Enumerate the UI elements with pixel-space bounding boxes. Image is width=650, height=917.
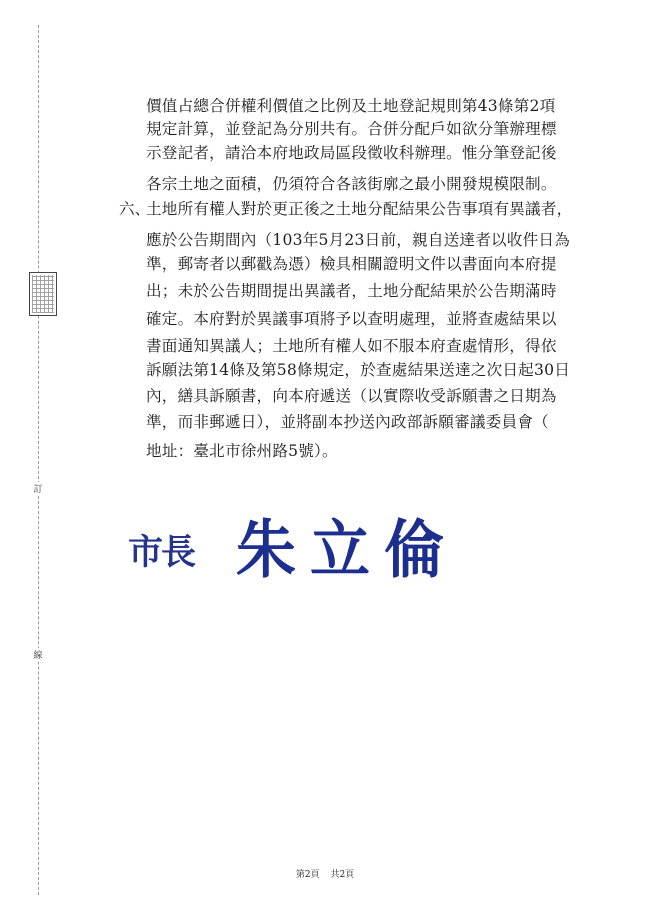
paragraph-line: 價值占總合併權利價值之比例及土地登記規則第43條第2項: [146, 97, 556, 115]
official-seal-stamp: [29, 272, 57, 316]
item-six-line: 土地所有權人對於更正後之土地分配結果公告事項有異議者，: [146, 200, 573, 218]
page-total: 共2頁: [330, 870, 355, 880]
paragraph-line: 規定計算，並登記為分別共有。合併分配戶如欲分筆辦理標: [146, 120, 557, 138]
item-six-line: 準，而非郵遞日），並將副本抄送內政部訴願審議委員會（: [146, 413, 549, 431]
item-six-line: 訴願法第14條及第58條規定，於查處結果送達之次日起30日: [146, 361, 570, 379]
item-six-line: 應於公告期間內（103年5月23日前，親自送達者以收件日為: [146, 231, 570, 249]
binding-mark-ding: 訂: [30, 482, 46, 495]
signature-title: 市長: [128, 532, 195, 573]
seal-pattern: [32, 275, 54, 313]
signature-name: 朱立倫: [236, 513, 458, 588]
item-six-line: 書面通知異議人；土地所有權人如不服本府查處情形，得依: [146, 337, 557, 355]
item-six-line: 地址：臺北市徐州路5號）。: [146, 442, 338, 460]
binding-line: [38, 25, 39, 895]
paragraph-line: 示登記者，請洽本府地政局區段徵收科辦理。惟分筆登記後: [146, 144, 557, 162]
item-six-line: 出；未於公告期間提出異議者，土地分配結果於公告期滿時: [146, 282, 557, 300]
item-six-line: 內，繕具訴願書，向本府遞送（以實際收受訴願書之日期為: [146, 387, 557, 405]
item-six-line: 確定。本府對於異議事項將予以查明處理，並將查處結果以: [146, 310, 557, 328]
item-six-line: 準，郵寄者以郵戳為憑）檢具相關證明文件以書面向本府提: [146, 255, 557, 273]
mayor-signature: [128, 500, 468, 590]
paragraph-line: 各宗土地之面積，仍須符合各該街廓之最小開發規模限制。: [146, 175, 557, 193]
item-six-label: 六、: [119, 200, 151, 218]
page-number: 第2頁: [295, 870, 320, 880]
page-footer: [0, 867, 650, 880]
binding-mark-xian: 線: [30, 648, 46, 661]
